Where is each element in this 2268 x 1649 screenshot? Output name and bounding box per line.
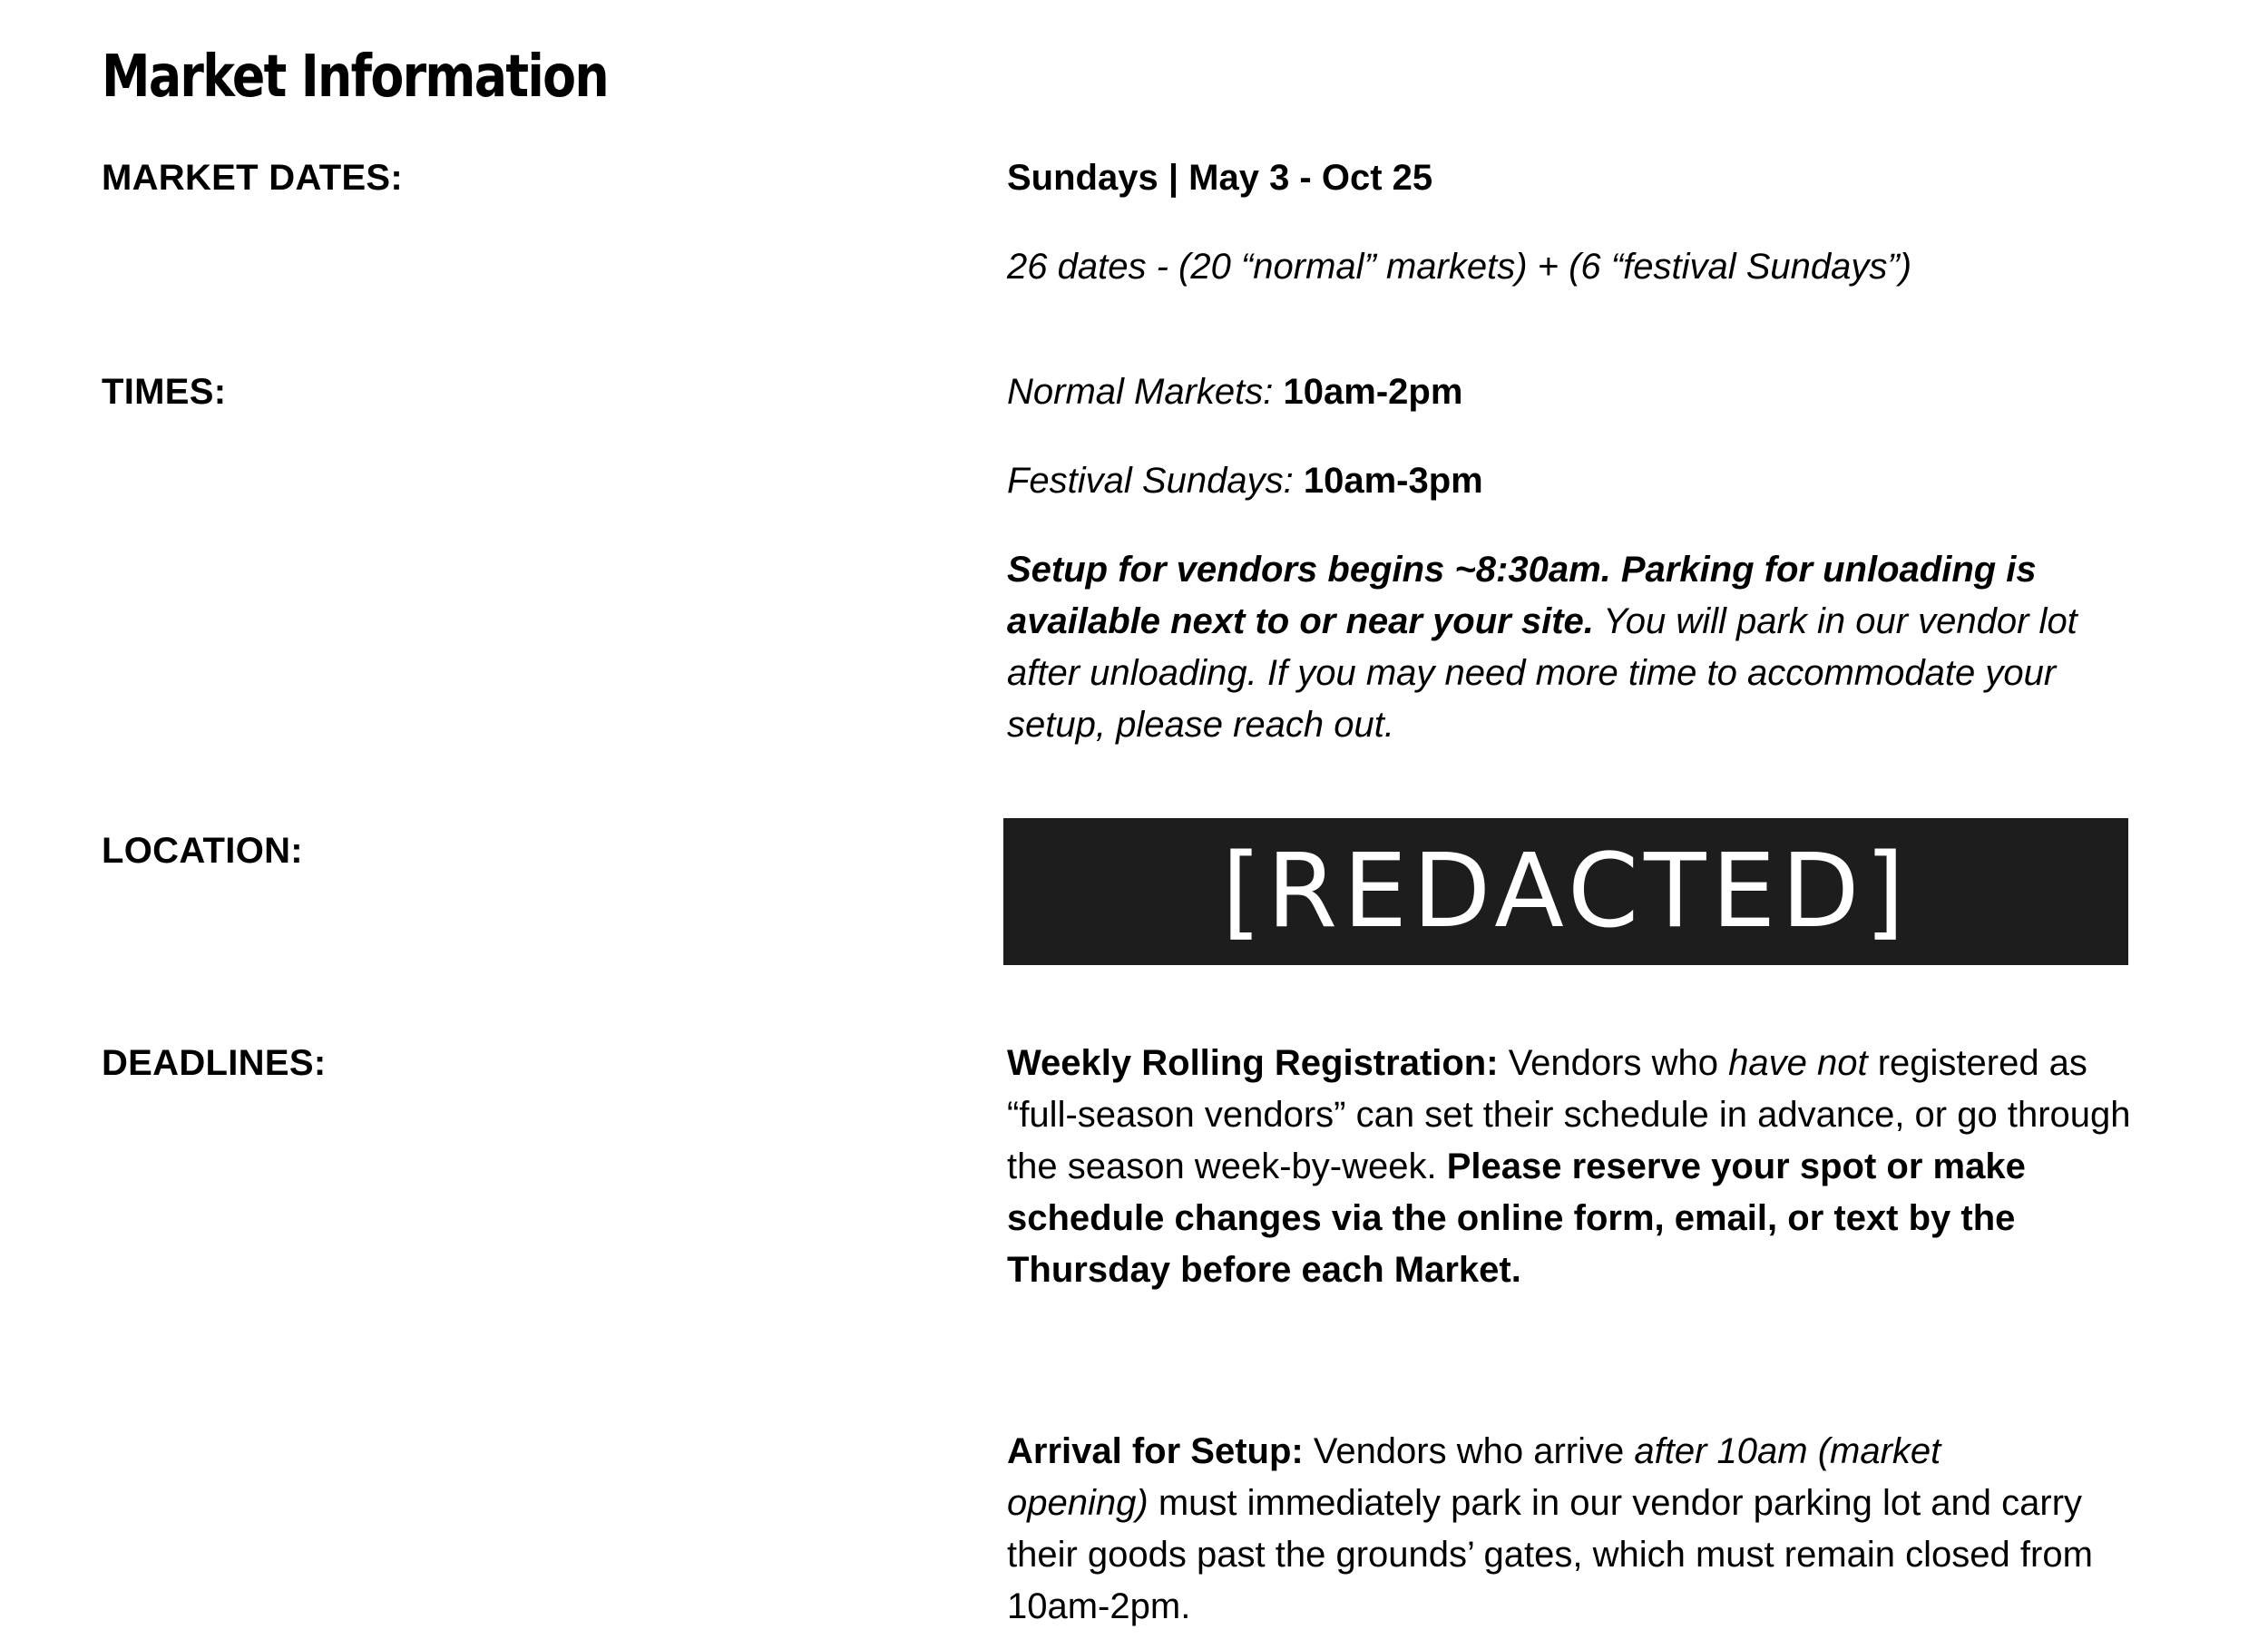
festival-sundays-hours: 10am-3pm xyxy=(1303,461,1483,501)
market-dates-headline: Sundays | May 3 - Oct 25 xyxy=(1007,158,1433,198)
setup-note-line-2 xyxy=(1007,596,2077,648)
normal-markets-row xyxy=(1007,366,1462,418)
redacted-text: [REDACTED] xyxy=(1221,833,1911,951)
weekly-line-1-b: registered as xyxy=(1877,1043,2087,1083)
arrival-line-2-b: must immediately park in our vendor parking lot and carry xyxy=(1158,1483,2083,1523)
weekly-line-4: schedule changes via the online form, email, or text by the xyxy=(1007,1198,2016,1238)
arrival-line-2 xyxy=(1007,1478,2093,1529)
market-dates-detail: 26 dates - (20 “normal” markets) + (6 “festival Sundays”) xyxy=(1007,247,1912,287)
setup-note xyxy=(1007,544,2077,751)
setup-note-normal-part: You will park in our vendor lot xyxy=(1603,601,2077,641)
setup-note-bold-part: available next to or near your site. xyxy=(1007,601,1594,641)
setup-note-line-4: setup, please reach out. xyxy=(1007,705,1394,745)
festival-sundays-label: Festival Sundays: xyxy=(1007,461,1294,501)
arrival-line-1-italic: after 10am (market xyxy=(1634,1431,1941,1471)
setup-note-line-3: after unloading. If you may need more time to accommodate your xyxy=(1007,653,2057,693)
times-label: TIMES: xyxy=(102,372,227,412)
normal-markets-hours: 10am-2pm xyxy=(1283,372,1463,412)
page-title: Market Information xyxy=(102,44,608,111)
setup-note-line-1: Setup for vendors begins ~8:30am. Parking for unloading is xyxy=(1007,550,2037,590)
weekly-heading: Weekly Rolling Registration: xyxy=(1007,1043,1499,1083)
market-dates-label: MARKET DATES: xyxy=(102,158,404,198)
arrival-line-4: 10am-2pm. xyxy=(1007,1586,1191,1626)
deadlines-label: DEADLINES: xyxy=(102,1043,327,1083)
weekly-line-1-a: Vendors who xyxy=(1508,1043,1718,1083)
arrival-heading: Arrival for Setup: xyxy=(1007,1431,1304,1471)
weekly-line-3-bold: Please reserve your spot or make xyxy=(1446,1146,2026,1186)
weekly-line-3 xyxy=(1007,1141,2131,1193)
weekly-line-1 xyxy=(1007,1038,2131,1089)
location-redacted-box xyxy=(1003,818,2128,965)
arrival-for-setup xyxy=(1007,1426,2093,1633)
weekly-line-3-normal: the season week-by-week. xyxy=(1007,1146,1437,1186)
location-label: LOCATION: xyxy=(102,831,303,871)
arrival-line-3: their goods past the grounds’ gates, which must remain closed from xyxy=(1007,1535,2093,1575)
arrival-line-1-a: Vendors who arrive xyxy=(1313,1431,1625,1471)
weekly-line-1-italic: have not xyxy=(1728,1043,1868,1083)
arrival-line-2-italic: opening) xyxy=(1007,1483,1149,1523)
weekly-line-5: Thursday before each Market. xyxy=(1007,1250,1521,1290)
festival-sundays-row xyxy=(1007,455,1483,507)
normal-markets-label: Normal Markets: xyxy=(1007,372,1274,412)
arrival-line-1 xyxy=(1007,1426,2093,1478)
weekly-line-2: “full-season vendors” can set their schedule in advance, or go through xyxy=(1007,1095,2131,1135)
weekly-registration xyxy=(1007,1038,2131,1296)
market-dates-value xyxy=(1007,152,1432,204)
